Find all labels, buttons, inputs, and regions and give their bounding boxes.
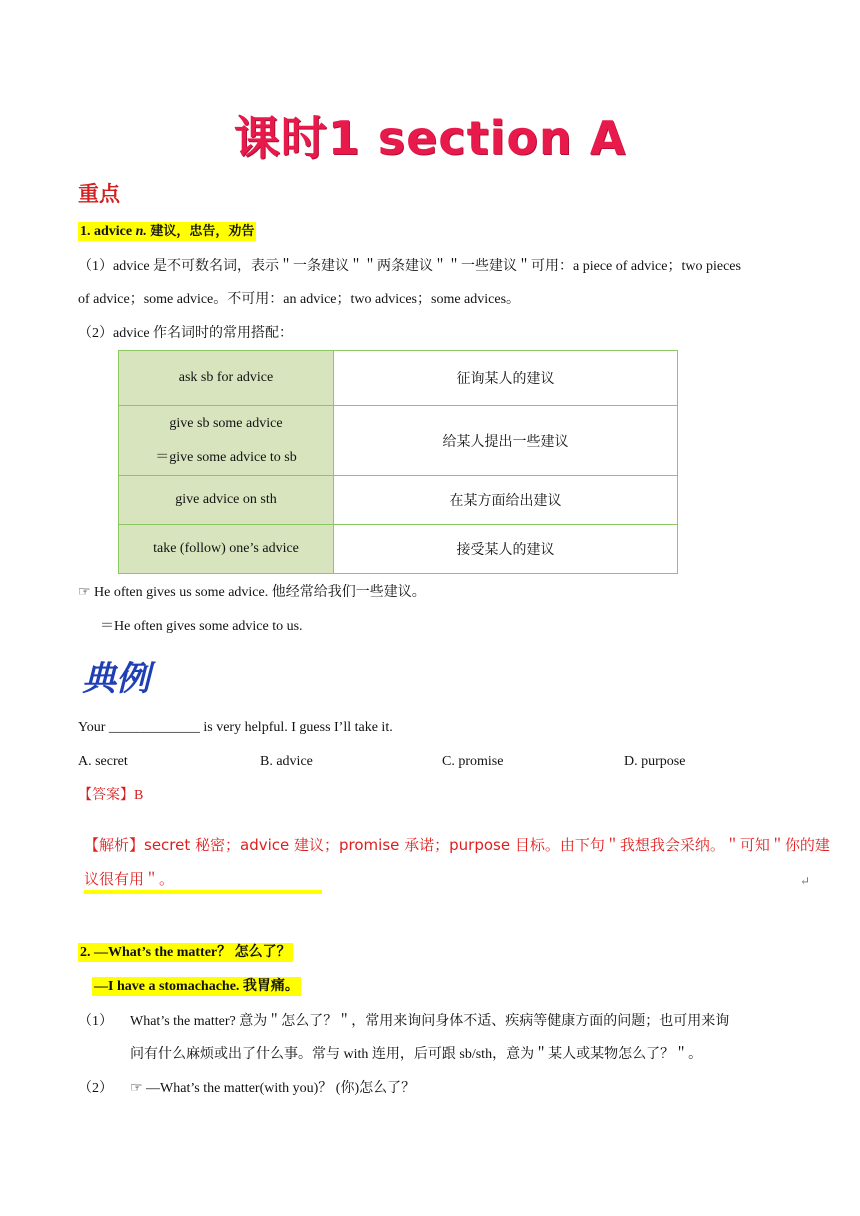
item1-title-pos: n. — [135, 224, 147, 239]
option-c: C. promise — [442, 754, 504, 769]
item1-title-cn: 建议，忠告，劝告 — [150, 224, 255, 239]
item1-example-line2: ＝He often gives some advice to us. — [100, 619, 303, 634]
analysis-line1: 【解析】secret 秘密；advice 建议；promise 承诺；purpose 目标。由下句＂我想我会采纳。＂可知＂你的建 — [84, 836, 830, 854]
table-cell-cn: 接受某人的建议 — [334, 525, 678, 574]
option-a: A. secret — [78, 754, 128, 769]
table-cell-en: give sb some advice ＝give some advice to sb — [119, 406, 334, 476]
table-row — [119, 525, 678, 574]
item1-paragraph1-line1: （1）advice 是不可数名词，表示＂一条建议＂＂两条建议＂＂一些建议＂可用：a piece of advice；two pieces — [78, 259, 741, 274]
item1-title-num: 1. advice — [80, 224, 133, 239]
item1-paragraph1-line2: of advice；some advice。不可用：an advice；two advices；some advices。 — [78, 292, 521, 307]
option-d: D. purpose — [624, 754, 686, 769]
item2-paragraph1-line1: （1） What’s the matter? 意为＂怎么了？＂，常用来询问身体不适、疾病等健康方面的问题；也可用来询 — [78, 1014, 730, 1029]
item1-example-line1: ☞ He often gives us some advice. 他经常给我们一些建议。 — [78, 585, 426, 600]
table-row — [119, 351, 678, 406]
table-cell-cn: 征询某人的建议 — [334, 351, 678, 406]
item2-paragraph2: （2） ☞ —What’s the matter(with you)？ (你)怎么了？ — [78, 1081, 416, 1096]
analysis-line2: 议很有用＂。 — [84, 870, 175, 888]
svg-text:典例: 典例 — [82, 659, 150, 699]
item1-paragraph2: （2）advice 作名词时的常用搭配： — [78, 326, 294, 341]
table-row — [119, 476, 678, 525]
answer-text: 【答案】B — [78, 788, 144, 803]
table-cell-cn: 给某人提出一些建议 — [334, 406, 678, 476]
return-mark: ↵ — [800, 874, 811, 888]
option-b: B. advice — [260, 754, 313, 769]
item2-title-line2: —I have a stomachache. 我胃痛。 — [94, 979, 299, 994]
table-cell-cn: 在某方面给出建议 — [334, 476, 678, 525]
table-cell-en: give advice on sth — [119, 476, 334, 525]
item2-title-line1: 2. —What’s the matter？ 怎么了？ — [80, 945, 291, 960]
analysis-highlight-bar — [84, 890, 322, 894]
item1-title — [78, 222, 256, 242]
table-row — [119, 406, 678, 476]
example-badge-icon — [78, 652, 162, 702]
document-title: 课时1 section A — [233, 111, 627, 165]
table-cell-en: ask sb for advice — [119, 351, 334, 406]
table-cell-en: take (follow) one’s advice — [119, 525, 334, 574]
section-heading: 重点 — [78, 182, 120, 206]
question-text: Your _____________ is very helpful. I guess I’ll take it. — [78, 720, 393, 735]
analysis-text — [84, 828, 830, 896]
collocation-table — [118, 350, 678, 574]
item2-paragraph1-line2: 问有什么麻烦或出了什么事。常与 with 连用，后可跟 sb/sth，意为＂某人或某物怎么了？＂。 — [130, 1047, 703, 1062]
